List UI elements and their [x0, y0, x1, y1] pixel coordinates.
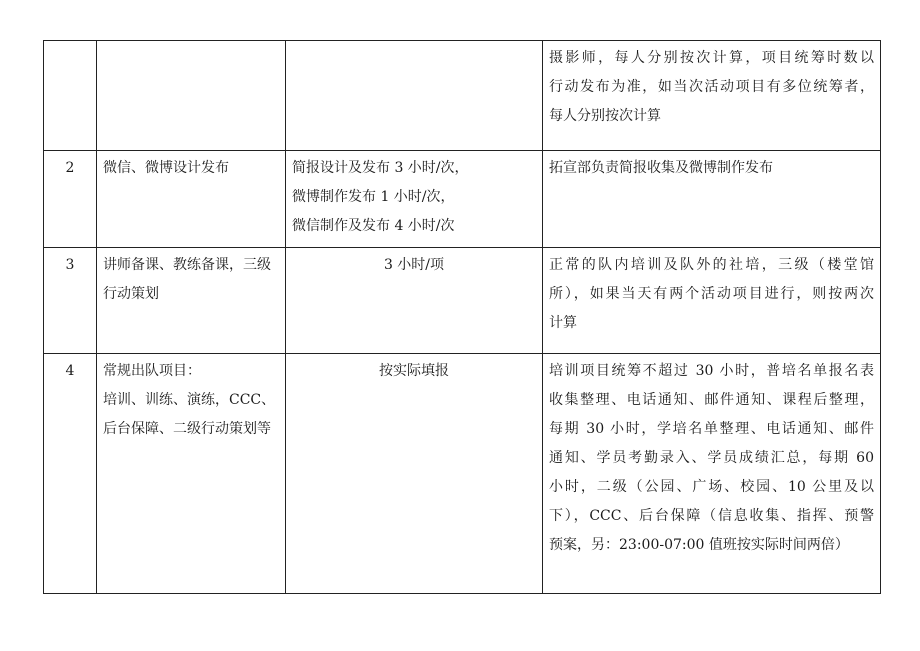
- item-line: 后台保障、二级行动策划等: [103, 421, 271, 437]
- row-number: [44, 41, 97, 151]
- item-cell: [97, 354, 286, 594]
- note-line: 摄影师，每人分别按次计算，项目统筹时数以: [549, 50, 874, 66]
- note-line: 行动发布为准，如当次活动项目有多位统筹者，: [549, 79, 874, 95]
- note-cell: [543, 248, 881, 354]
- item-line: 常规出队项目：: [103, 363, 201, 379]
- standard-line: 简报设计及发布 3 小时/次，: [292, 160, 469, 176]
- row-number: 3: [44, 248, 97, 354]
- item-line: 行动策划: [103, 286, 159, 302]
- item-cell: [97, 41, 286, 151]
- note-line: 计算: [549, 315, 577, 331]
- note-line: 所），如果当天有两个活动项目进行，则按两次: [549, 286, 874, 302]
- note-line: 每人分别按次计算: [549, 108, 661, 124]
- standard-cell: [286, 354, 543, 594]
- note-line: 小时，二级（公园、广场、校园、10 公里及以: [549, 479, 874, 495]
- standard-line: 按实际填报: [379, 363, 449, 379]
- table-row: [44, 248, 881, 354]
- table-row: [44, 151, 881, 248]
- row-number: 2: [44, 151, 97, 248]
- note-line: 每期 30 小时，学培名单整理、电话通知、邮件: [549, 421, 874, 437]
- standard-line: 3 小时/项: [383, 257, 445, 273]
- item-cell: [97, 151, 286, 248]
- note-line: 正常的队内培训及队外的社培，三级（楼堂馆: [549, 257, 874, 273]
- standard-cell: [286, 41, 543, 151]
- volunteer-hours-table: [43, 40, 881, 594]
- note-cell: [543, 151, 881, 248]
- note-line: 收集整理、电话通知、邮件通知、课程后整理，: [549, 392, 874, 408]
- row-number: 4: [44, 354, 97, 594]
- note-line: 通知、学员考勤录入、学员成绩汇总，每期 60: [549, 450, 874, 466]
- table-row: [44, 41, 881, 151]
- table-row: [44, 354, 881, 594]
- note-cell: [543, 354, 881, 594]
- standard-cell: [286, 248, 543, 354]
- item-line: 微信、微博设计发布: [103, 160, 229, 176]
- item-line: 讲师备课、教练备课，三级: [103, 257, 271, 273]
- item-cell: [97, 248, 286, 354]
- note-line: 预案，另：23:00-07:00 值班按实际时间两倍）: [549, 537, 849, 553]
- standard-cell: [286, 151, 543, 248]
- note-line: 培训项目统筹不超过 30 小时，普培名单报名表: [549, 363, 874, 379]
- note-line: 下），CCC、后台保障（信息收集、指挥、预警: [549, 508, 874, 524]
- item-line: 培训、训练、演练，CCC、: [103, 392, 276, 408]
- standard-line: 微博制作发布 1 小时/次，: [292, 189, 455, 205]
- note-cell: [543, 41, 881, 151]
- note-line: 拓宣部负责简报收集及微博制作发布: [549, 160, 773, 176]
- standard-line: 微信制作及发布 4 小时/次: [292, 218, 455, 234]
